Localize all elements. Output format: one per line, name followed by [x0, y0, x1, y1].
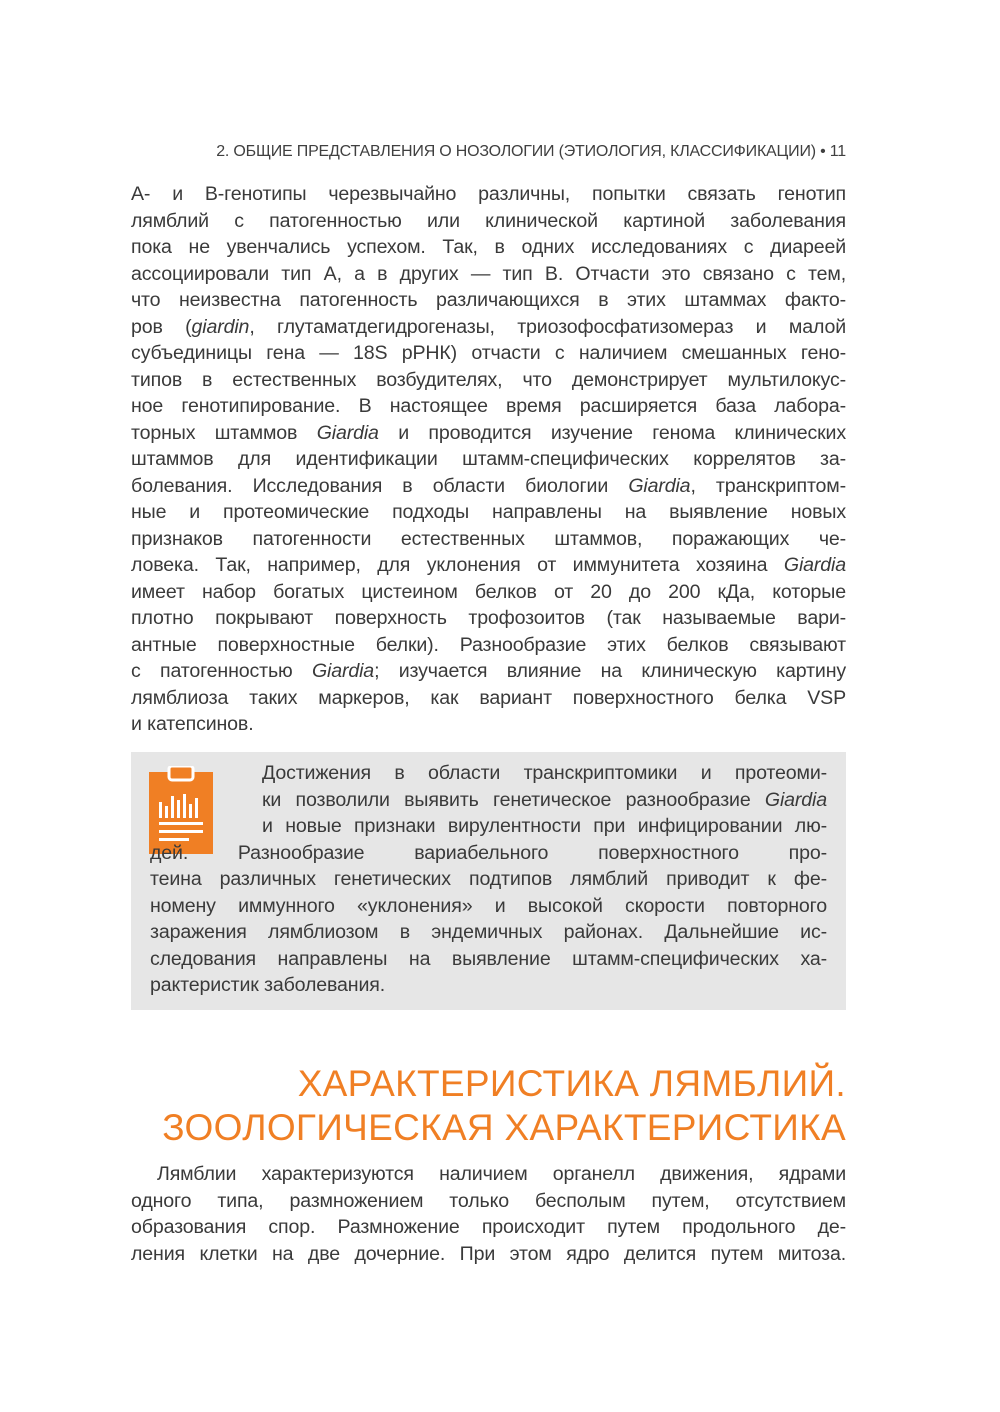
text-line: теина различных генетических подтипов лямблий приводит к фе-	[150, 868, 827, 890]
text-line: штаммов для идентификации штамм-специфических коррелятов за-	[131, 448, 846, 470]
text-line: лямблий с патогенностью или клинической картиной заболевания	[131, 209, 846, 232]
text-line: ки позволили выявить генетическое разнообразие Giardia	[262, 788, 827, 811]
text-line: одного типа, размножением только бесполым путем, отсутствием	[131, 1189, 846, 1212]
paragraph-1	[131, 181, 846, 738]
text-line: ления клетки на две дочерние. При этом ядро делится путем митоза.	[131, 1242, 846, 1265]
text-line: Достижения в области транскриптомики и протеоми-	[262, 762, 827, 784]
text-line: заражения лямблиозом в эндемичных районах. Дальнейшие ис-	[150, 921, 827, 943]
text-line: и катепсинов.	[131, 713, 254, 735]
text-line: ное генотипирование. В настоящее время расширяется база лабора-	[131, 395, 846, 417]
text-line: торных штаммов Giardia и проводится изучение генома клинических	[131, 421, 846, 444]
text-line: имеет набор богатых цистеином белков от 20 до 200 кДа, которые	[131, 580, 846, 603]
text-line: Лямблии характеризуются наличием органелл движения, ядрами	[157, 1163, 846, 1185]
text-line: и новые признаки вирулентности при инфицировании лю-	[262, 815, 827, 837]
text-line: признаков патогенности естественных штаммов, поражающих че-	[131, 527, 846, 550]
text-line: ловека. Так, например, для уклонения от иммунитета хозяина Giardia	[131, 554, 846, 576]
text-line: ассоциировали тип А, а в других — тип В. Отчасти это связано с тем,	[131, 262, 846, 285]
text-line: лямблиоза таких маркеров, как вариант поверхностного белка VSP	[131, 686, 846, 709]
running-header: 2. ОБЩИЕ ПРЕДСТАВЛЕНИЯ О НОЗОЛОГИИ (ЭТИОЛОГИЯ, КЛАССИФИКАЦИИ) • 11	[216, 143, 846, 160]
text-line: пока не увенчались успехом. Так, в одних исследованиях с диареей	[131, 236, 846, 258]
section-heading	[162, 1062, 846, 1150]
text-line: типов в естественных возбудителях, что демонстрирует мультилокус-	[131, 368, 846, 391]
text-line: с патогенностью Giardia; изучается влияние на клиническую картину	[131, 660, 847, 682]
text-line: ров (giardin, глутаматдегидрогеназы, триозофосфатизомераз и малой	[131, 315, 846, 338]
text-line: рактеристик заболевания.	[150, 974, 386, 996]
text-line: образования спор. Размножение происходит путем продольного де-	[131, 1216, 846, 1238]
text-line: плотно покрывают поверхность трофозоитов (так называемые вари-	[131, 607, 846, 629]
callout-box	[131, 752, 846, 1010]
section-heading-line-2: ЗООЛОГИЧЕСКАЯ ХАРАКТЕРИСТИКА	[162, 1107, 846, 1148]
text-line: антные поверхностные белки). Разнообразие этих белков связывают	[131, 633, 846, 656]
text-line: номену иммунного «уклонения» и высокой скорости повторного	[150, 894, 827, 917]
text-line: что неизвестна патогенность различающихся в этих штаммах факто-	[131, 289, 846, 311]
text-line: следования направлены на выявление штамм-специфических ха-	[150, 947, 827, 970]
text-line: субъединицы гена — 18S рРНК) отчасти с наличием смешанных гено-	[131, 342, 846, 364]
text-line: ные и протеомические подходы направлены на выявление новых	[131, 501, 846, 523]
text-line: болевания. Исследования в области биологии Giardia, транскриптом-	[131, 474, 846, 497]
callout-text	[150, 760, 827, 999]
paragraph-2	[131, 1161, 846, 1267]
text-line: А- и В-генотипы черезвычайно различны, попытки связать генотип	[131, 183, 846, 205]
text-line: дей. Разнообразие вариабельного поверхностного про-	[150, 841, 827, 864]
section-heading-line-1: ХАРАКТЕРИСТИКА ЛЯМБЛИЙ.	[297, 1063, 846, 1104]
